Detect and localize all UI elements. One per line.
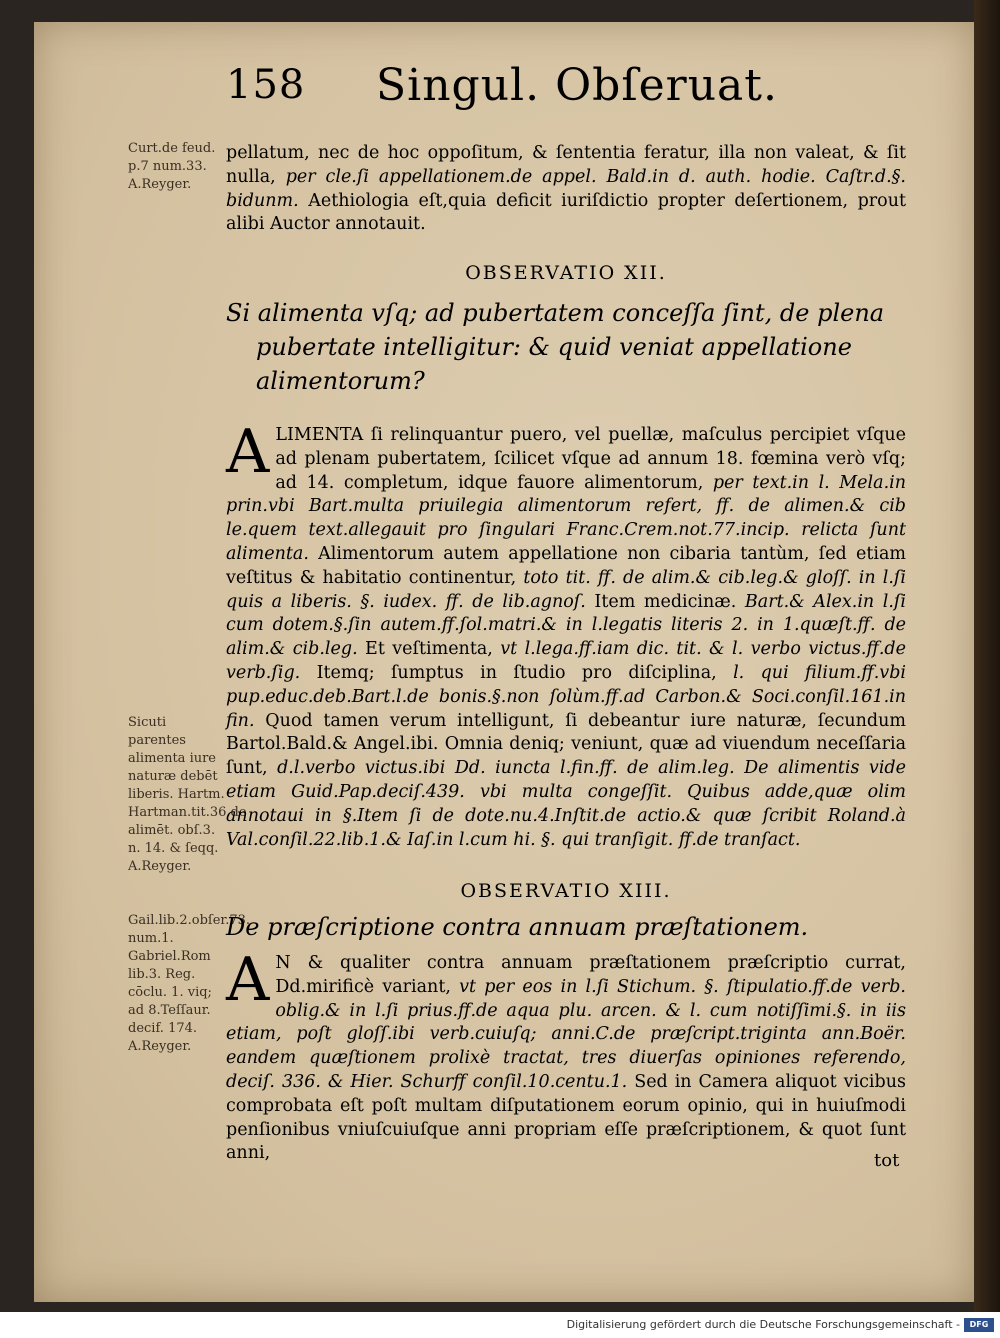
margin-note-2: Sicuti parentes alimenta iure naturæ debēt liberis. Hartm. Hartman.tit.36.de alimēt. obſ.3. n. 14. & ſeqq. A.Reyger. [128,715,247,874]
citation: toto tit. ff. de alim.& cib.leg.& gloſſ. in l.ſi quis a liberis. §. iudex. ff. de lib.agnoſ. [226,567,906,612]
section-heading-13: OBSERVATIO XIII. [460,880,672,902]
section-body-13 [226,945,906,1166]
text: Et veſtimenta, [365,639,493,660]
continuation-paragraph [226,142,906,237]
section-body-12 [226,417,907,852]
dfg-logo-icon: DFG [964,1318,994,1332]
citation: vt per eos in l.ſi Stichum. §. ſtipulatio.ff.de verb. oblig.& in l.ſi prius.ff.de aqua plu. arcen. & l. cum notiſſimi.§. in iis etiam, poſt gloſſ.ibi verb.cuiuſq; anni.C.de præſcript.triginta ann.Boër. eandem quæſtionem prolixè tractat, tres diuerſas opiniones referendo, deciſ. 336. & Hier. Schurff conſil.10.centu.1. [226,976,906,1092]
section-heading-12: OBSERVATIO XII. [465,262,667,284]
text: Sed in Camera aliquot vicibus comprobata eſt poſt multam diſputationem eorum opinio, qui in huiuſmodi penſionibus vniuſcuiuſque anni propriam eſſe præſcriptionem, & quot ſunt anni, [226,1071,906,1164]
text: Alimentorum autem appellatione non cibaria tantùm, ſed etiam veſtitus & habitatio continentur, [226,543,906,588]
citation: d.l.verbo victus.ibi Dd. iuncta l.fin.ff. de alim.leg. De alimentis vide etiam Guid.Pap.deciſ.439. vbi multa congeſſit. Quibus adde,quæ olim annotaui in §.Item ſi de dote.nu.4.Inſtit.de actio.& quæ ſcribit Roland.à Val.conſil.22.lib.1.& Iaſ.in l.cum hi. §. qui tranſigit. ff.de tranſact. [226,758,906,850]
text: Item medicinæ. [594,591,737,612]
text: pellatum, nec de hoc oppoſitum, & ſententia feratur, illa non valeat, & ſit nulla, [226,143,906,187]
margin-note-3: Gail.lib.2.obſer.73. num.1. Gabriel.Rom lib.3. Reg. cōclu. 1. viq; ad 8.Teſſaur. decif. 174. A.Reyger. [128,913,251,1054]
rubric-line: De præſcriptione contra annuam præſtationem. [226,913,809,941]
drop-initial: A [226,417,270,487]
running-head [226,62,926,122]
footer-bar [0,1312,1000,1338]
rubric-line: Si alimenta vſq; ad pubertatem conceſſa ſint, de plena [226,299,885,327]
margin-note-1: Curt.de feud. p.7 num.33. A.Reyger. [128,141,216,192]
book-spine [974,0,1000,1312]
rubric-line: alimentorum? [256,367,425,395]
funding-credit: Digitalisierung gefördert durch die Deutsche Forschungsgemeinschaft - [566,1318,960,1331]
drop-initial: A [226,945,270,1015]
section-rubric-12 [226,296,916,398]
citation: Bart.& Alex.in l.ſi cum dotem.§.ſin autem.ff.ſol.matri.& in l.legatis literis 2. in 1.quæſt.ff. de alim.& cib.leg. [226,591,906,660]
citation: per text.in l. Mela.in prin.vbi Bart.multa priuilegia alimentorum refert, ff. de alimen.& cib le.quem text.allegauit pro ſingulari Franc.Crem.not.77.incip. relicta ſunt alimenta. [226,472,907,564]
text: N & qualiter contra annuam præſtationem præſcriptio currat, Dd.mirificè variant, [275,953,906,997]
text: Quod tamen verum intelligunt, ſi debeantur iure naturæ, ſecundum Bartol.Bald.& Angel.ibi. Omnia deniq; veniunt, quæ ad viuendum neceſſaria ſunt, [226,710,906,779]
text: LIMENTA ſi relinquantur puero, vel puellæ, maſculus percipiet vſque ad plenam pubertatem, ſcilicet vſque ad annum 18. fœmina verò vſq; ad 14. completum, idque fauore alimentorum, [275,425,906,493]
citation: l. qui filium.ff.vbi pup.educ.deb.Bart.l.de bonis.§.non ſolùm.ff.ad Carbon.& Soci.conſil.161.in fin. [226,662,906,731]
section-rubric-13 [226,910,916,944]
citation: per cle.ſi appellationem.de appel. Bald.in d. auth. hodie. Caſtr.d.§. bidunm. [226,166,906,211]
rubric-line: pubertate intelligitur: & quid veniat appellatione [256,333,852,361]
citation: vt l.lega.ff.iam dic. tit. & l. verbo victus.ff.de verb.ſig. [226,639,906,683]
running-title: Singul. Obſeruat. [376,60,778,111]
page-number: 158 [226,62,306,108]
text: Aethiologia eſt,quia deficit iuriſdictio propter deſertionem, prout alibi Auctor annotauit. [226,190,906,235]
catchword: tot [874,1150,900,1171]
text: Itemq; ſumptus in ſtudio pro diſciplina, [316,662,717,683]
